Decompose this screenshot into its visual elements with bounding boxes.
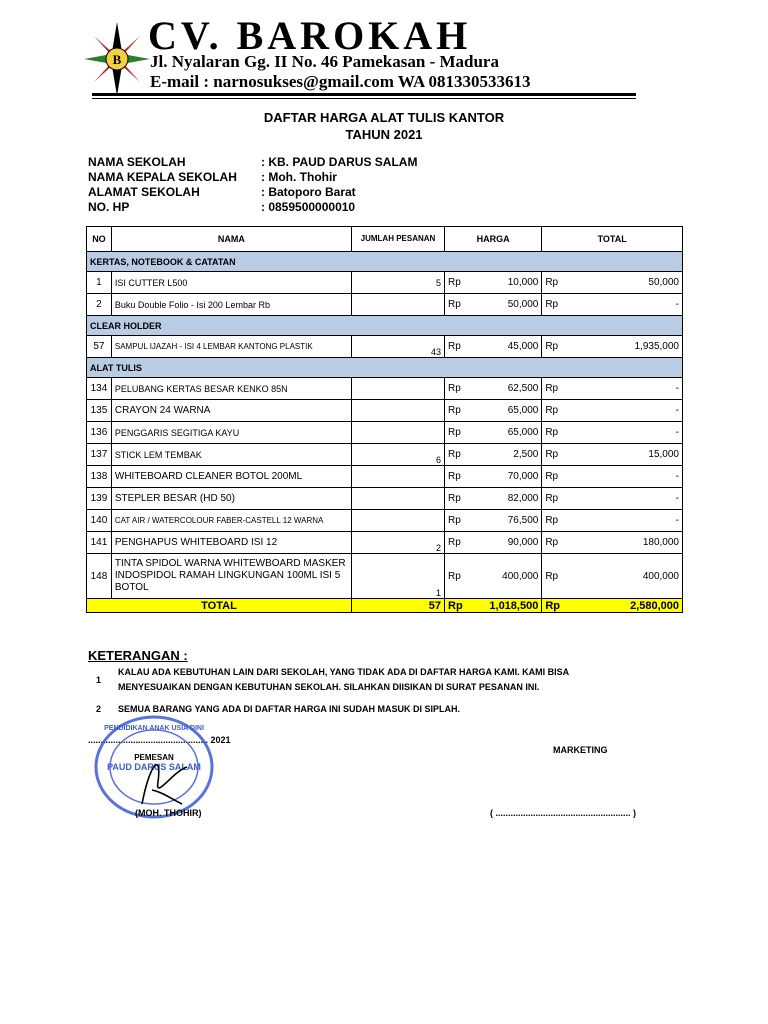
cell-qty [351, 378, 444, 400]
table-row [87, 336, 683, 358]
cell-no: 134 [87, 378, 112, 400]
company-contact: E-mail : narnosukses@gmail.com WA 081330533613 [150, 72, 531, 91]
table-row [87, 466, 683, 488]
cell-no: 139 [87, 488, 112, 510]
cell-nama: SAMPUL IJAZAH - ISI 4 LEMBAR KANTONG PLASTIK [111, 336, 351, 358]
company-address: Jl. Nyalaran Gg. II No. 46 Pamekasan - Madura [150, 52, 499, 71]
cell-rp: Rp [542, 336, 568, 358]
header-nama: NAMA [111, 227, 351, 252]
cell-total: - [568, 466, 683, 488]
cell-rp: Rp [445, 272, 471, 294]
document-title: DAFTAR HARGA ALAT TULIS KANTOR [263, 110, 505, 125]
cell-rp: Rp [445, 400, 471, 422]
total-label: TOTAL [87, 599, 352, 613]
cell-rp: Rp [445, 378, 471, 400]
cell-total: - [568, 488, 683, 510]
cell-rp: Rp [445, 466, 471, 488]
table-row [87, 510, 683, 532]
cell-rp: Rp [542, 510, 568, 532]
cell-rp: Rp [445, 422, 471, 444]
info-value: : KB. PAUD DARUS SALAM [261, 155, 418, 169]
info-label: NAMA SEKOLAH [88, 155, 186, 169]
total-amount: 2,580,000 [568, 599, 683, 613]
cell-rp: Rp [445, 488, 471, 510]
left-signature-role: PEMESAN [134, 753, 174, 762]
cell-qty [351, 488, 444, 510]
cell-harga: 45,000 [470, 336, 541, 358]
cell-qty [351, 294, 444, 316]
cell-no: 148 [87, 554, 112, 599]
category-label: ALAT TULIS [87, 358, 683, 378]
table-row [87, 272, 683, 294]
cell-qty [351, 466, 444, 488]
note-number: 1 [96, 675, 102, 685]
cell-total: 180,000 [568, 532, 683, 554]
cell-nama: ISI CUTTER L500 [111, 272, 351, 294]
cell-rp: Rp [445, 444, 471, 466]
school-info [88, 155, 417, 215]
info-value: : 0859500000010 [261, 200, 356, 214]
category-row [87, 316, 683, 336]
info-value: : Batoporo Barat [261, 185, 356, 199]
cell-rp: Rp [542, 378, 568, 400]
info-row [88, 170, 417, 185]
info-label: ALAMAT SEKOLAH [88, 185, 200, 199]
header-total: TOTAL [542, 227, 683, 252]
cell-rp: Rp [445, 336, 471, 358]
info-row [88, 155, 417, 170]
table-row [87, 422, 683, 444]
cell-total: 50,000 [568, 272, 683, 294]
notes-title: KETERANGAN : [88, 648, 188, 663]
table-row [87, 444, 683, 466]
cell-total: 15,000 [568, 444, 683, 466]
table-row [87, 532, 683, 554]
cell-rp: Rp [542, 532, 568, 554]
category-row [87, 252, 683, 272]
cell-rp: Rp [542, 400, 568, 422]
note-item [96, 665, 638, 695]
category-label: KERTAS, NOTEBOOK & CATATAN [87, 252, 683, 272]
header-qty: JUMLAH PESANAN [351, 227, 444, 252]
table-row [87, 400, 683, 422]
document-year: TAHUN 2021 [345, 127, 423, 142]
cell-total: - [568, 294, 683, 316]
logo-letter: B [112, 52, 122, 67]
category-row [87, 358, 683, 378]
cell-harga: 400,000 [470, 554, 541, 599]
cell-total: 1,935,000 [568, 336, 683, 358]
cell-rp: Rp [445, 532, 471, 554]
left-signature-name: (MOH. THOHIR) [135, 808, 202, 818]
cell-nama: CRAYON 24 WARNA [111, 400, 351, 422]
info-row [88, 200, 417, 215]
info-label: NAMA KEPALA SEKOLAH [88, 170, 237, 184]
price-table [86, 226, 683, 613]
stamp-ring-text: PENDIDIKAN ANAK USIA DINI [104, 725, 204, 732]
cell-no: 2 [87, 294, 112, 316]
cell-qty [351, 400, 444, 422]
cell-rp: Rp [445, 294, 471, 316]
cell-no: 136 [87, 422, 112, 444]
category-label: CLEAR HOLDER [87, 316, 683, 336]
total-harga: 1,018,500 [470, 599, 541, 613]
cell-no: 137 [87, 444, 112, 466]
cell-harga: 76,500 [470, 510, 541, 532]
cell-rp: Rp [542, 272, 568, 294]
cell-harga: 50,000 [470, 294, 541, 316]
table-header [87, 227, 683, 252]
note-text: KALAU ADA KEBUTUHAN LAIN DARI SEKOLAH, YANG TIDAK ADA DI DAFTAR HARGA KAMI. KAMI BISA MENYESUAIKAN DENGAN KEBUTUHAN SEKOLAH. SILAHKAN DIISIKAN DI SURAT PESANAN INI. [118, 667, 569, 692]
info-label: NO. HP [88, 200, 130, 214]
cell-total: - [568, 510, 683, 532]
right-signature-name: ( ...................................................... ) [490, 808, 637, 818]
cell-no: 140 [87, 510, 112, 532]
cell-nama: STEPLER BESAR (HD 50) [111, 488, 351, 510]
company-name: CV. BAROKAH [148, 13, 472, 58]
header-harga: HARGA [445, 227, 542, 252]
cell-no: 135 [87, 400, 112, 422]
cell-qty: 43 [351, 336, 444, 358]
cell-rp: Rp [445, 510, 471, 532]
cell-harga: 10,000 [470, 272, 541, 294]
table-row [87, 554, 683, 599]
cell-nama: PENGHAPUS WHITEBOARD ISI 12 [111, 532, 351, 554]
header-no: NO [87, 227, 112, 252]
cell-qty [351, 422, 444, 444]
header-rule-thin [92, 98, 636, 99]
right-signature-role: MARKETING [553, 745, 608, 755]
note-number: 2 [96, 704, 102, 714]
cell-nama: Buku Double Folio - Isi 200 Lembar Rb [111, 294, 351, 316]
cell-rp: Rp [542, 294, 568, 316]
table-row [87, 294, 683, 316]
cell-qty: 1 [351, 554, 444, 599]
total-rp: Rp [542, 599, 568, 613]
cell-nama: PENGGARIS SEGITIGA KAYU [111, 422, 351, 444]
compass-star-logo [84, 22, 150, 96]
cell-rp: Rp [542, 488, 568, 510]
signature-date: ................................................ 2021 [88, 735, 231, 745]
table-row [87, 488, 683, 510]
total-rp: Rp [445, 599, 471, 613]
cell-qty: 2 [351, 532, 444, 554]
note-text: SEMUA BARANG YANG ADA DI DAFTAR HARGA INI SUDAH MASUK DI SIPLAH. [118, 704, 461, 714]
cell-nama: WHITEBOARD CLEANER BOTOL 200ML [111, 466, 351, 488]
cell-nama: STICK LEM TEMBAK [111, 444, 351, 466]
total-qty: 57 [351, 599, 444, 613]
cell-qty: 5 [351, 272, 444, 294]
cell-total: - [568, 422, 683, 444]
cell-total: 400,000 [568, 554, 683, 599]
cell-nama: CAT AIR / WATERCOLOUR FABER-CASTELL 12 WARNA [111, 510, 351, 532]
cell-harga: 82,000 [470, 488, 541, 510]
cell-rp: Rp [542, 466, 568, 488]
school-stamp [92, 712, 216, 822]
cell-harga: 65,000 [470, 422, 541, 444]
cell-total: - [568, 400, 683, 422]
header-rule-thick [92, 93, 636, 96]
total-row [87, 599, 683, 613]
cell-nama: PELUBANG KERTAS BESAR KENKO 85N [111, 378, 351, 400]
cell-no: 138 [87, 466, 112, 488]
cell-rp: Rp [542, 422, 568, 444]
cell-harga: 90,000 [470, 532, 541, 554]
cell-harga: 70,000 [470, 466, 541, 488]
info-value: : Moh. Thohir [261, 170, 337, 184]
info-row [88, 185, 417, 200]
cell-total: - [568, 378, 683, 400]
cell-no: 1 [87, 272, 112, 294]
cell-no: 57 [87, 336, 112, 358]
cell-qty: 6 [351, 444, 444, 466]
cell-rp: Rp [542, 554, 568, 599]
cell-rp: Rp [445, 554, 471, 599]
cell-nama: TINTA SPIDOL WARNA WHITEWBOARD MASKER INDOSPIDOL RAMAH LINGKUNGAN 100ML ISI 5 BOTOL [111, 554, 351, 599]
cell-rp: Rp [542, 444, 568, 466]
stamp-center-text: PAUD DARUS SALAM [107, 762, 201, 772]
cell-qty [351, 510, 444, 532]
table-row [87, 378, 683, 400]
cell-harga: 2,500 [470, 444, 541, 466]
cell-harga: 62,500 [470, 378, 541, 400]
cell-no: 141 [87, 532, 112, 554]
cell-harga: 65,000 [470, 400, 541, 422]
